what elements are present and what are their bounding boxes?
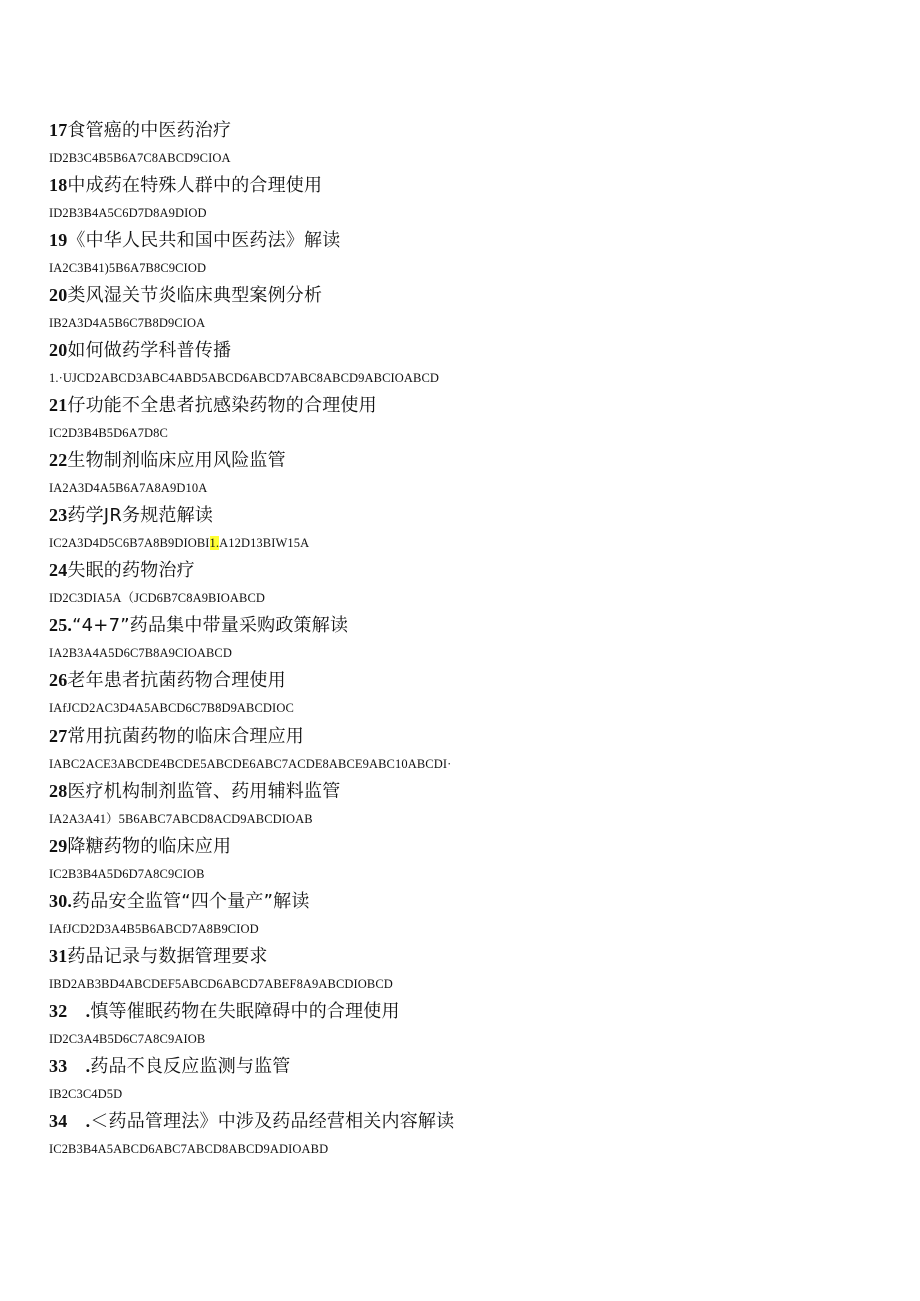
course-entry [49, 447, 889, 502]
course-number: 24 [49, 560, 68, 581]
course-title-text: 药品不良反应监测与监管 [90, 1055, 291, 1077]
course-entry [49, 943, 889, 998]
highlighted-answer: 1. [209, 536, 220, 551]
course-title [49, 667, 889, 693]
course-title-text: 中成药在特殊人群中的合理使用 [67, 175, 323, 197]
answer-key [49, 535, 889, 551]
document-page [49, 117, 889, 1163]
answer-key: IAfJCD2AC3D4A5ABCD6C7B8D9ABCDIOC [49, 701, 294, 716]
course-number: 22 [49, 450, 68, 471]
course-entry [49, 557, 889, 612]
course-entry [49, 998, 889, 1053]
answer-key: IC2B3B4A5ABCD6ABC7ABCD8ABCD9ADIOABD [49, 1141, 329, 1156]
course-title-text: 如何做药学科普传播 [67, 340, 232, 362]
course-entry [49, 888, 889, 943]
answer-key: IAfJCD2D3A4B5B6ABCD7A8B9CIOD [49, 921, 259, 936]
course-number: 32 . [49, 1000, 91, 1021]
course-title [49, 392, 889, 418]
answer-key: ID2B3C4B5B6A7C8ABCD9CIOA [49, 151, 231, 165]
answer-key: IABC2ACE3ABCDE4BCDE5ABCDE6ABC7ACDE8ABCE9ABC10ABCDI· [49, 756, 452, 771]
course-title-text: 《中华人民共和国中医药法》解读 [67, 230, 341, 252]
course-title [49, 943, 889, 969]
course-title [49, 172, 889, 198]
course-title [49, 833, 889, 859]
course-title-text: 生物制剂临床应用风险监管 [67, 450, 286, 472]
course-number: 26 [49, 670, 68, 691]
course-title-text: “4+7”药品集中带量采购政策解读 [72, 615, 349, 637]
course-entry [49, 337, 889, 392]
course-title [49, 557, 889, 583]
course-number: 30. [49, 890, 73, 911]
course-title [49, 723, 889, 749]
course-number: 27 [49, 725, 68, 746]
course-number: 17 [49, 120, 68, 140]
course-title [49, 998, 889, 1024]
course-entry [49, 172, 889, 227]
course-number: 33 . [49, 1055, 91, 1076]
course-title-text: 降糖药物的临床应用 [67, 835, 232, 857]
course-entry [49, 723, 889, 778]
answer-key: IA2C3B41)5B6A7B8C9CIOD [49, 261, 207, 276]
course-entry [49, 502, 889, 557]
course-title [49, 502, 889, 528]
course-entry [49, 778, 889, 833]
course-number: 20 [49, 340, 68, 361]
course-number: 31 [49, 945, 68, 966]
course-title-text: 药学JR务规范解读 [67, 505, 214, 527]
answer-key: IA2A3D4A5B6A7A8A9D10A [49, 481, 208, 496]
course-title [49, 778, 889, 804]
answer-key: IB2A3D4A5B6C7B8D9CIOA [49, 316, 206, 331]
course-title-text: 慎等催眠药物在失眠障碍中的合理使用 [90, 1000, 400, 1022]
course-title-text: 药品记录与数据管理要求 [67, 945, 268, 967]
answer-key: IA2A3A41）5B6ABC7ABCD8ACD9ABCDIOAB [49, 811, 313, 826]
answer-key: IC2B3B4A5D6D7A8C9CIOB [49, 866, 205, 881]
course-title [49, 888, 889, 914]
course-title-text: 类风湿关节炎临床典型案例分析 [67, 285, 323, 307]
answer-key: IB2C3C4D5D [49, 1086, 123, 1101]
answer-key-part: A12D13BIW15A [219, 536, 310, 551]
course-entry [49, 282, 889, 337]
course-number: 20 [49, 285, 68, 306]
course-entry [49, 667, 889, 722]
course-entry [49, 392, 889, 447]
course-title-text: 失眠的药物治疗 [67, 560, 195, 582]
course-title-text: 食管癌的中医药治疗 [67, 120, 232, 141]
course-number: 21 [49, 395, 68, 416]
course-number: 29 [49, 835, 68, 856]
course-title [49, 282, 889, 308]
course-title [49, 447, 889, 473]
course-entry [49, 612, 889, 667]
course-title [49, 1108, 889, 1134]
course-number: 34 . [49, 1110, 91, 1131]
answer-key: IC2D3B4B5D6A7D8C [49, 426, 168, 441]
course-title-text: 常用抗菌药物的临床合理应用 [67, 725, 305, 747]
course-entry [49, 117, 889, 172]
answer-key-part: IC2A3D4D5C6B7A8B9DIOBI [49, 536, 210, 551]
course-title-text: 仔功能不全患者抗感染药物的合理使用 [67, 395, 377, 417]
course-number: 23 [49, 505, 68, 526]
course-title-text: ＜药品管理法》中涉及药品经营相关内容解读 [90, 1110, 455, 1132]
course-title [49, 337, 889, 363]
answer-key: ID2B3B4A5C6D7D8A9DIOD [49, 206, 207, 221]
answer-key: ID2C3DIA5A（JCD6B7C8A9BIOABCD [49, 591, 266, 606]
course-number: 18 [49, 175, 68, 196]
course-entry [49, 833, 889, 888]
answer-key: IA2B3A4A5D6C7B8A9CIOABCD [49, 646, 232, 661]
course-entry [49, 1053, 889, 1108]
course-title [49, 1053, 889, 1079]
course-number: 28 [49, 780, 68, 801]
course-entry [49, 227, 889, 282]
course-title-text: 药品安全监管“四个量产”解读 [72, 890, 310, 912]
course-title-text: 老年患者抗菌药物合理使用 [67, 670, 286, 692]
course-title [49, 117, 889, 143]
course-number: 19 [49, 230, 68, 251]
course-entry [49, 1108, 889, 1163]
course-title [49, 612, 889, 638]
course-number: 25. [49, 615, 73, 636]
answer-key: ID2C3A4B5D6C7A8C9AIOB [49, 1031, 206, 1046]
answer-key: 1.·UJCD2ABCD3ABC4ABD5ABCD6ABCD7ABC8ABCD9ABCIOABCD [49, 371, 440, 386]
course-title-text: 医疗机构制剂监管、药用辅料监管 [67, 780, 341, 802]
course-title [49, 227, 889, 253]
answer-key: IBD2AB3BD4ABCDEF5ABCD6ABCD7ABEF8A9ABCDIOBCD [49, 976, 393, 991]
